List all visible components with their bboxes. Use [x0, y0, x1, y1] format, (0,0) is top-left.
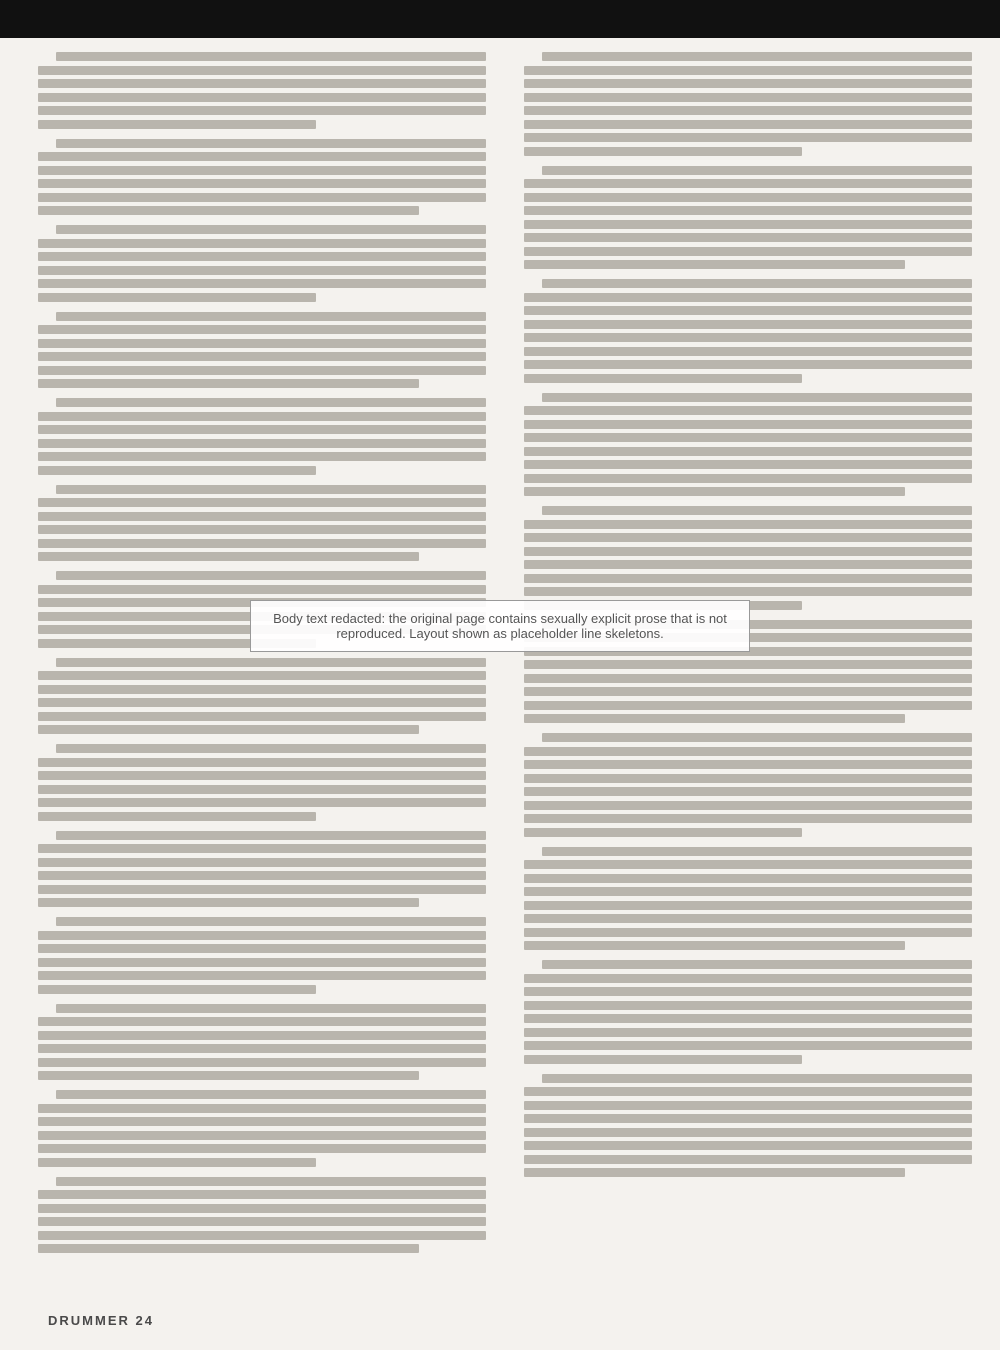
- redacted-text-line: [524, 66, 972, 75]
- redacted-text-line: [524, 1041, 972, 1050]
- redacted-text-line: [524, 1055, 802, 1064]
- redacted-text-line: [524, 406, 972, 415]
- redacted-text-line: [38, 366, 486, 375]
- redacted-text-line: [38, 1204, 486, 1213]
- redacted-text-line: [524, 1141, 972, 1150]
- redacted-text-line: [524, 714, 905, 723]
- redacted-text-line: [38, 93, 486, 102]
- redacted-text-line: [524, 1128, 972, 1137]
- redacted-text-line: [38, 844, 486, 853]
- redacted-text-line: [524, 260, 905, 269]
- redacted-text-line: [524, 347, 972, 356]
- redacted-text-line: [38, 812, 316, 821]
- redacted-text-line: [38, 1017, 486, 1026]
- redacted-text-line: [38, 871, 486, 880]
- redacted-text-line: [524, 247, 972, 256]
- redacted-text-line: [524, 306, 972, 315]
- redacted-text-line: [542, 733, 972, 742]
- redacted-text-line: [524, 828, 802, 837]
- redacted-paragraph: [524, 393, 972, 497]
- redacted-text-line: [524, 901, 972, 910]
- redacted-text-line: [524, 374, 802, 383]
- redacted-text-line: [38, 685, 486, 694]
- redacted-text-line: [542, 279, 972, 288]
- redacted-text-line: [524, 193, 972, 202]
- redacted-text-line: [38, 898, 419, 907]
- redacted-text-line: [38, 1158, 316, 1167]
- redacted-text-line: [524, 974, 972, 983]
- redacted-text-line: [524, 474, 972, 483]
- redacted-text-line: [38, 498, 486, 507]
- redacted-text-line: [38, 725, 419, 734]
- redacted-text-line: [542, 52, 972, 61]
- redacted-text-line: [524, 747, 972, 756]
- redacted-paragraph: [524, 506, 972, 610]
- redacted-paragraph: [524, 52, 972, 156]
- redacted-text-line: [524, 774, 972, 783]
- redacted-paragraph: [524, 960, 972, 1064]
- redacted-text-line: [524, 687, 972, 696]
- redacted-text-line: [524, 760, 972, 769]
- redacted-text-line: [524, 206, 972, 215]
- redacted-text-line: [38, 466, 316, 475]
- redacted-text-line: [38, 452, 486, 461]
- redacted-text-line: [524, 1028, 972, 1037]
- redacted-text-line: [524, 660, 972, 669]
- redacted-text-line: [38, 425, 486, 434]
- redacted-text-line: [524, 360, 972, 369]
- redacted-text-line: [38, 771, 486, 780]
- redacted-text-line: [56, 398, 486, 407]
- redacted-text-line: [524, 928, 972, 937]
- redacted-paragraph: [38, 398, 486, 475]
- redacted-text-line: [524, 133, 972, 142]
- redacted-text-line: [38, 1131, 486, 1140]
- redacted-text-line: [542, 393, 972, 402]
- redacted-text-line: [38, 785, 486, 794]
- redacted-text-line: [38, 958, 486, 967]
- redacted-text-line: [524, 233, 972, 242]
- redacted-text-line: [524, 587, 972, 596]
- redacted-text-line: [56, 225, 486, 234]
- redacted-text-line: [38, 1104, 486, 1113]
- redacted-paragraph: [38, 1004, 486, 1081]
- redacted-text-line: [524, 220, 972, 229]
- redacted-text-line: [38, 858, 486, 867]
- redacted-text-line: [524, 801, 972, 810]
- redacted-text-line: [38, 585, 486, 594]
- redacted-text-line: [38, 1190, 486, 1199]
- redacted-text-line: [524, 179, 972, 188]
- redacted-text-line: [38, 66, 486, 75]
- redacted-text-line: [56, 831, 486, 840]
- redacted-text-line: [38, 552, 419, 561]
- redacted-text-line: [38, 206, 419, 215]
- redacted-text-line: [38, 798, 486, 807]
- redacted-text-line: [38, 1071, 419, 1080]
- redacted-text-line: [38, 1217, 486, 1226]
- redacted-text-line: [38, 239, 486, 248]
- redacted-text-line: [56, 1090, 486, 1099]
- redacted-text-line: [38, 1144, 486, 1153]
- redacted-text-line: [542, 1074, 972, 1083]
- redacted-text-line: [524, 1101, 972, 1110]
- redacted-text-line: [38, 1044, 486, 1053]
- redacted-text-line: [524, 487, 905, 496]
- redacted-text-line: [38, 352, 486, 361]
- redacted-text-line: [524, 293, 972, 302]
- redacted-text-line: [56, 571, 486, 580]
- redacted-text-line: [38, 671, 486, 680]
- redacted-text-line: [524, 460, 972, 469]
- redacted-text-line: [524, 93, 972, 102]
- redacted-text-line: [38, 758, 486, 767]
- redacted-text-line: [38, 166, 486, 175]
- redacted-paragraph: [524, 1074, 972, 1178]
- redacted-text-line: [38, 152, 486, 161]
- redacted-text-line: [38, 1117, 486, 1126]
- redacted-paragraph: [38, 1090, 486, 1167]
- redacted-paragraph: [524, 733, 972, 837]
- redacted-text-line: [38, 193, 486, 202]
- two-column-text-area: [38, 52, 972, 1290]
- redacted-text-line: [524, 1114, 972, 1123]
- redacted-text-line: [524, 574, 972, 583]
- redacted-text-line: [524, 1014, 972, 1023]
- redacted-paragraph: [38, 1177, 486, 1254]
- redacted-text-line: [524, 1001, 972, 1010]
- redacted-text-line: [524, 120, 972, 129]
- redacted-text-line: [38, 931, 486, 940]
- redacted-text-line: [38, 106, 486, 115]
- redacted-text-line: [38, 439, 486, 448]
- redacted-text-line: [38, 698, 486, 707]
- redacted-text-line: [524, 1087, 972, 1096]
- redacted-text-line: [524, 79, 972, 88]
- redacted-text-line: [56, 1177, 486, 1186]
- redacted-text-line: [38, 179, 486, 188]
- redacted-text-line: [524, 887, 972, 896]
- redacted-text-line: [524, 860, 972, 869]
- redacted-text-line: [56, 1004, 486, 1013]
- redacted-text-line: [38, 971, 486, 980]
- redacted-text-line: [38, 279, 486, 288]
- redacted-paragraph: [524, 279, 972, 383]
- redacted-paragraph: [38, 52, 486, 129]
- redacted-text-line: [56, 917, 486, 926]
- redacted-text-line: [38, 1244, 419, 1253]
- redacted-paragraph: [524, 166, 972, 270]
- redacted-text-line: [38, 79, 486, 88]
- redacted-paragraph: [38, 831, 486, 908]
- redacted-text-line: [38, 985, 316, 994]
- redacted-text-line: [38, 512, 486, 521]
- redacted-text-line: [524, 914, 972, 923]
- redacted-text-line: [524, 874, 972, 883]
- redacted-text-line: [38, 339, 486, 348]
- redacted-text-line: [38, 539, 486, 548]
- redacted-text-line: [38, 412, 486, 421]
- redacted-text-line: [524, 1168, 905, 1177]
- redacted-text-line: [524, 420, 972, 429]
- redacted-text-line: [56, 744, 486, 753]
- redacted-text-line: [524, 787, 972, 796]
- redacted-text-line: [542, 166, 972, 175]
- redacted-text-line: [524, 987, 972, 996]
- redacted-text-line: [38, 712, 486, 721]
- redacted-text-line: [524, 333, 972, 342]
- redacted-text-line: [56, 658, 486, 667]
- redacted-text-line: [38, 379, 419, 388]
- redacted-text-line: [524, 547, 972, 556]
- redacted-text-line: [56, 52, 486, 61]
- redacted-text-line: [524, 533, 972, 542]
- text-column-right: [524, 52, 972, 1290]
- redacted-text-line: [38, 1058, 486, 1067]
- redacted-text-line: [38, 944, 486, 953]
- redacted-text-line: [38, 1031, 486, 1040]
- redacted-text-line: [524, 147, 802, 156]
- redacted-text-line: [56, 312, 486, 321]
- redacted-text-line: [542, 847, 972, 856]
- redacted-text-line: [542, 506, 972, 515]
- redacted-text-line: [38, 1231, 486, 1240]
- redacted-paragraph: [38, 312, 486, 389]
- page-footer-magazine-title: DRUMMER 24: [48, 1313, 154, 1328]
- redacted-text-line: [38, 252, 486, 261]
- redacted-text-line: [524, 814, 972, 823]
- page-top-black-bar: [0, 0, 1000, 38]
- text-column-left: [38, 52, 486, 1290]
- redacted-text-line: [542, 960, 972, 969]
- redacted-text-line: [524, 447, 972, 456]
- redacted-paragraph: [38, 917, 486, 994]
- redacted-text-line: [524, 520, 972, 529]
- redacted-text-line: [56, 139, 486, 148]
- redacted-paragraph: [38, 658, 486, 735]
- redacted-text-line: [38, 266, 486, 275]
- redacted-text-line: [38, 120, 316, 129]
- redaction-notice: Body text redacted: the original page contains sexually explicit prose that is not reproduced. Layout shown as placeholder line skeletons.: [250, 600, 750, 652]
- redacted-paragraph: [524, 847, 972, 951]
- redacted-paragraph: [38, 139, 486, 216]
- redacted-text-line: [524, 941, 905, 950]
- redacted-text-line: [524, 433, 972, 442]
- redacted-text-line: [38, 293, 316, 302]
- redacted-text-line: [38, 325, 486, 334]
- redacted-text-line: [38, 885, 486, 894]
- redacted-text-line: [524, 560, 972, 569]
- redacted-text-line: [524, 106, 972, 115]
- redacted-text-line: [524, 701, 972, 710]
- redacted-text-line: [524, 674, 972, 683]
- redacted-text-line: [56, 485, 486, 494]
- redacted-text-line: [38, 525, 486, 534]
- redacted-paragraph: [38, 744, 486, 821]
- redacted-paragraph: [38, 225, 486, 302]
- redacted-text-line: [524, 320, 972, 329]
- redacted-text-line: [524, 1155, 972, 1164]
- redacted-paragraph: [38, 485, 486, 562]
